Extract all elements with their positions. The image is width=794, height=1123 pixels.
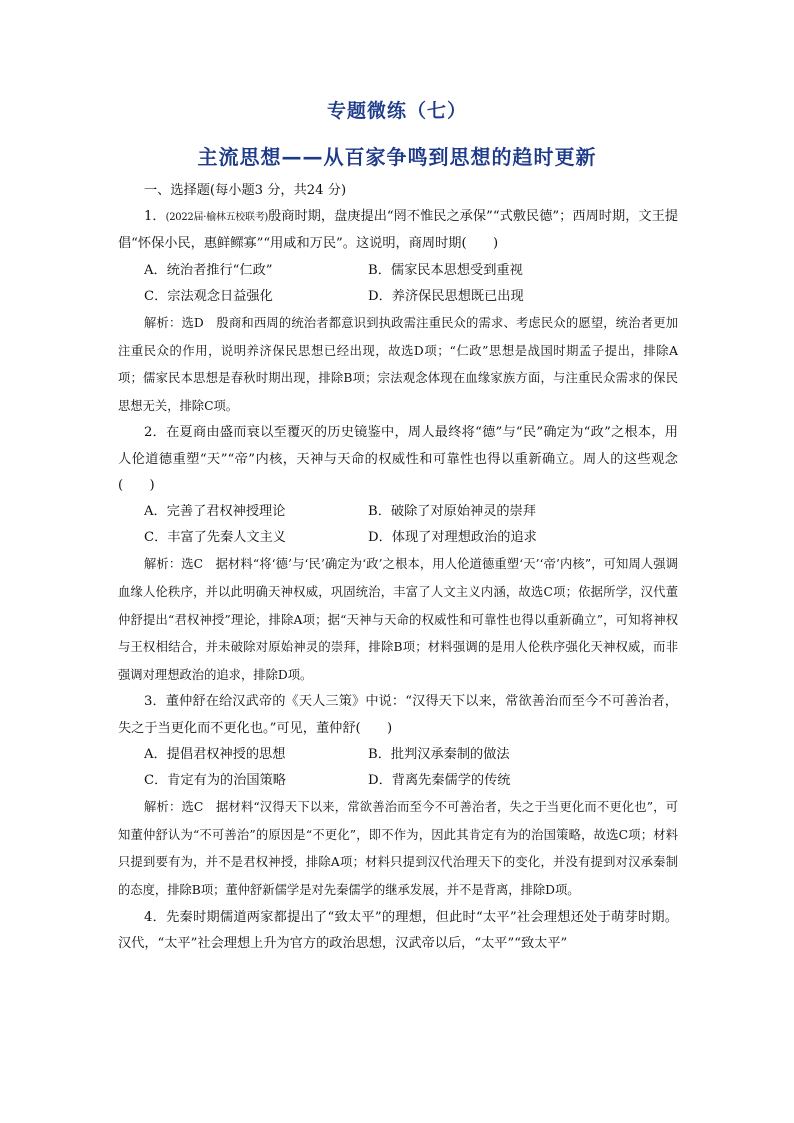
- question-1-source: (2022届·榆林五校联考): [165, 212, 269, 224]
- section-heading: 一、选择题(每小题3 分，共24 分): [144, 183, 347, 198]
- page-subtitle: 主流思想——从百家争鸣到思想的趋时更新: [197, 145, 597, 169]
- option-a: A．提倡君权神授的思想: [144, 746, 286, 762]
- option-c: C．丰富了先秦人文主义: [144, 530, 286, 546]
- question-2-options-row-2: [118, 525, 678, 551]
- option-d: D．体现了对理想政治的追求: [368, 530, 537, 546]
- option-b: B．破除了对原始神灵的崇拜: [368, 504, 536, 519]
- question-1-analysis: 解析：选D 殷商和西周的统治者都意识到执政需注重民众的需求、考虑民众的愿望，统治者更加注重民众的作用，说明养济保民思想已经出现，故选D项；“仁政”思想是战国时期孟子提出，排除A项；儒家民本思想是春秋时期出现，排除B项；宗法观念体现在血缘家族方面，与注重民众需求的保民思想无关，排除C项。: [118, 316, 678, 413]
- option-c: C．宗法观念日益强化: [144, 288, 273, 304]
- question-3-options-row-2: [118, 768, 678, 794]
- question-3-options-row-1: [118, 742, 678, 768]
- question-2-analysis: 解析：选C 据材料“将‘德’与‘民’确定为‘政’之根本，用人伦道德重塑‘天’‘帝’内核”，可知周人强调血缘人伦秩序，并以此明确天神权威，巩固统治，丰富了人文主义内涵，故选C项；依据所学，汉代董仲舒提出“君权神授”理论，排除A项；据“天神与天命的权威性和可靠性也得以重新确立”，可知将神权与王权相结合，并未破除对原始神灵的崇拜，排除B项；材料强调的是用人伦秩序强化天神权威，而非强调对理想政治的追求，排除D项。: [118, 557, 678, 682]
- question-1-options-row-1: [118, 258, 678, 284]
- question-1-number: 1．: [144, 209, 166, 225]
- question-3-analysis: 解析：选C 据材料“汉得天下以来，常欲善治而至今不可善治者，失之于当更化而不更化也”，可知董仲舒认为“不可善治”的原因是“不更化”，即不作为，因此其肯定有为的治国策略，故选C项；材料只提到要有为，并不是君权神授，排除A项；材料只提到汉代治理天下的变化，并没有提到对汉承秦制的态度，排除B项；董仲舒新儒学是对先秦儒学的继承发展，并不是背离，排除D项。: [118, 800, 678, 897]
- option-a: A．完善了君权神授理论: [144, 504, 286, 519]
- option-c: C．肯定有为的治国策略: [144, 772, 286, 788]
- option-a: A．统治者推行“仁政”: [144, 262, 273, 278]
- question-2-options-row-1: [118, 499, 678, 525]
- option-b: B．儒家民本思想受到重视: [368, 262, 523, 278]
- page-title: 专题微练（七）: [326, 100, 467, 122]
- question-1-stem: [118, 204, 678, 257]
- question-1-text: 殷商时期，盘庚提出“罔不惟民之承保”“式敷民德”；西周时期，文王提倡“怀保小民，惠鲜鳏寡”“用咸和万民”。这说明，商周时期( ): [118, 209, 679, 252]
- question-1-options-row-2: [118, 284, 678, 310]
- option-d: D．养济保民思想既已出现: [368, 288, 524, 304]
- question-3-stem: 3．董仲舒在给汉武帝的《天人三策》中说：“汉得天下以来，常欲善治而至今不可善治者，失之于当更化而不更化也。”可见，董仲舒( ): [118, 694, 678, 736]
- document-body: [118, 178, 678, 957]
- option-b: B．批判汉承秦制的做法: [368, 746, 510, 762]
- question-4-stem: 4．先秦时期儒道两家都提出了“致太平”的理想，但此时“太平”社会理想还处于萌芽时期。汉代，“太平”社会理想上升为官方的政治思想，汉武帝以后，“太平”“致太平”: [118, 909, 678, 951]
- option-d: D．背离先秦儒学的传统: [368, 772, 511, 788]
- question-2-stem: 2．在夏商由盛而衰以至覆灭的历史镜鉴中，周人最终将“德”与“民”确定为“政”之根本，用人伦道德重塑“天”“帝”内核，天神与天命的权威性和可靠性也得以重新确立。周人的这些观念( ): [118, 425, 678, 493]
